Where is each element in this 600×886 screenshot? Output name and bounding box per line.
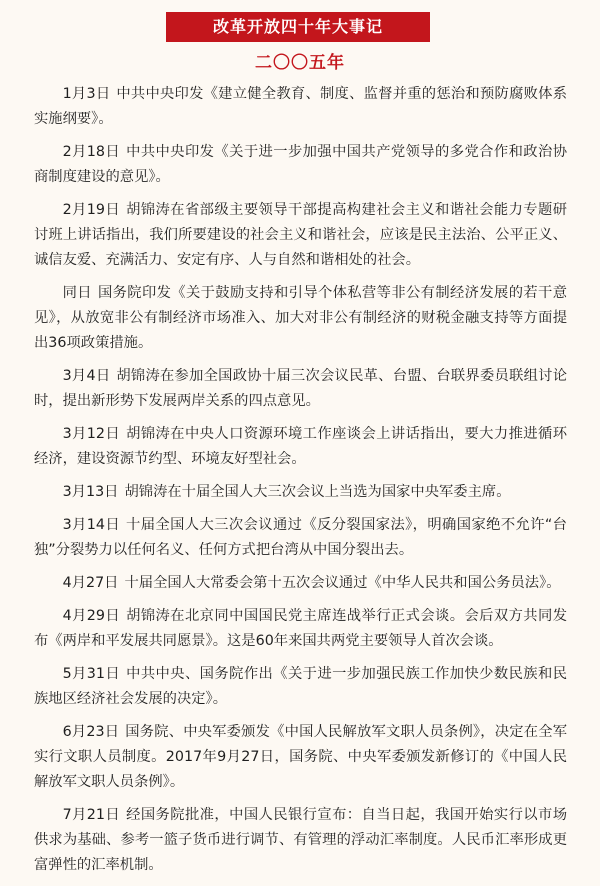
event-text: 胡锦涛在中央人口资源环境工作座谈会上讲话指出，要大力推进循环经济，建设资源节约型、环境友好型社会。 [34,426,568,467]
event-text: 中共中央、国务院作出《关于进一步加强民族工作加快少数民族和民族地区经济社会发展的决定》。 [34,666,568,707]
event-entry [34,480,567,505]
event-date: 3月13日 [62,484,119,500]
event-entry [34,198,567,273]
event-text: 国务院印发《关于鼓励支持和引导个体私营等非公有制经济发展的若干意见》，从放宽非公有制经济市场准入、加大对非公有制经济的财税金融支持等方面提出36项政策措施。 [34,285,568,351]
page-banner-title: 改革开放四十年大事记 [166,12,430,42]
event-entry [34,571,567,596]
event-text: 胡锦涛在参加全国政协十届三次会议民革、台盟、台联界委员联组讨论时，提出新形势下发展两岸关系的四点意见。 [34,368,567,409]
event-date: 3月14日 [62,517,121,533]
event-text: 十届全国人大常委会第十五次会议通过《中华人民共和国公务员法》。 [124,575,561,591]
event-entry [34,140,567,190]
event-text: 胡锦涛在十届全国人大三次会议上当选为国家中央军委主席。 [124,484,511,500]
event-entry [34,422,567,472]
event-date: 同日 [62,285,92,301]
event-date: 4月27日 [62,575,119,591]
event-date: 3月4日 [62,368,111,384]
event-entry [34,604,567,654]
event-entry [34,364,567,414]
event-text: 胡锦涛在省部级主要领导干部提高构建社会主义和谐社会能力专题研讨班上讲话指出，我们所要建设的社会主义和谐社会，应该是民主法治、公平正义、诚信友爱、充满活力、安定有序、人与自然和谐相处的社会。 [34,202,568,268]
event-list [34,82,567,886]
event-date: 3月12日 [62,426,121,442]
event-date: 2月18日 [62,144,121,160]
event-entry [34,803,567,878]
event-entry [34,513,567,563]
event-entry [34,281,567,356]
event-text: 十届全国人大三次会议通过《反分裂国家法》，明确国家绝不允许“台独”分裂势力以任何名义、任何方式把台湾从中国分裂出去。 [34,517,567,558]
event-entry [34,662,567,712]
event-text: 国务院、中央军委颁发《中国人民解放军文职人员条例》，决定在全军实行文职人员制度。2017年9月27日，国务院、中央军委颁发新修订的《中国人民解放军文职人员条例》。 [34,724,567,790]
event-text: 胡锦涛在北京同中国国民党主席连战举行正式会谈。会后双方共同发布《两岸和平发展共同愿景》。这是60年来国共两党主要领导人首次会谈。 [34,608,568,649]
event-text: 中共中央印发《建立健全教育、制度、监督并重的惩治和预防腐败体系实施纲要》。 [34,86,567,127]
event-date: 2月19日 [62,202,121,218]
event-entry [34,720,567,795]
event-date: 5月31日 [62,666,121,682]
event-date: 4月29日 [62,608,121,624]
event-text: 经国务院批准，中国人民银行宣布：自当日起，我国开始实行以市场供求为基础、参考一篮子货币进行调节、有管理的浮动汇率制度。人民币汇率形成更富弹性的汇率机制。 [34,807,568,873]
event-text: 中共中央印发《关于进一步加强中国共产党领导的多党合作和政治协商制度建设的意见》。 [34,144,568,185]
event-date: 7月21日 [62,807,121,823]
event-date: 6月23日 [62,724,120,740]
event-date: 1月3日 [62,86,111,102]
year-heading: 二〇〇五年 [255,53,345,73]
event-entry [34,82,567,132]
